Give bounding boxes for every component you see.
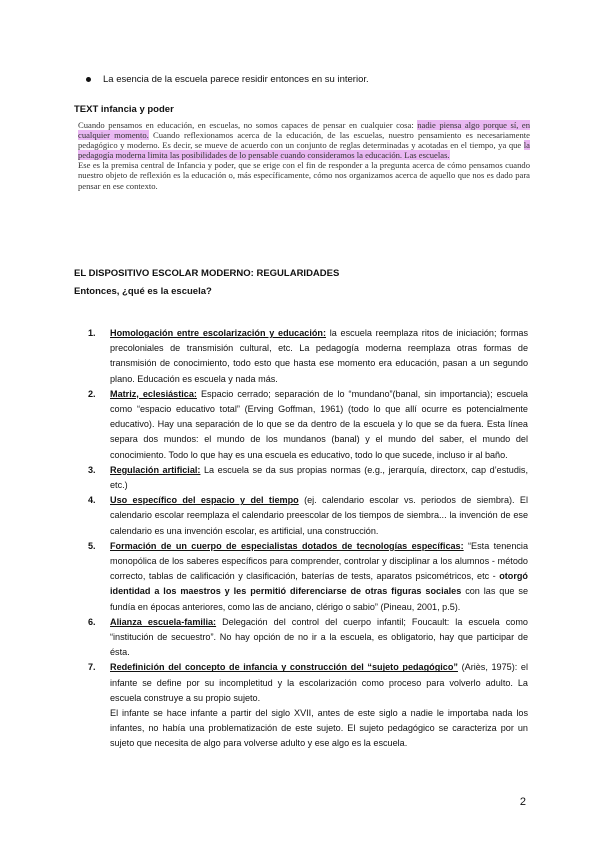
scan-paragraph-1: Cuando pensamos en educación, en escuelas, no somos capaces de pensar en cualquier cosa: nadie piensa algo porque sí, en cualquier momento. Cuando reflexionamos acerca de la educación, de las escuelas, nuestro pensamiento es necesariamente pedagógico y moderno. Es decir, se mueve de acuerdo con un conjunto de reglas determinadas y acotadas en el tiempo, ya que la pedagogía moderna limita las posibilidades de lo pensable cuando consideramos la educación. Las escuelas. xyxy=(78,120,530,161)
scanned-excerpt xyxy=(78,120,530,248)
list-item: 1. Homologación entre escolarización y educación: la escuela reemplaza ritos de iniciación; formas precoloniales de transmisión cultural, etc. La pedagogía moderna reemplaza otras formas de transmisión de conocimiento, todo esto que hasta ese momento era educación, pasan a un segundo plano. Educación es escuela y nada más. xyxy=(88,328,528,384)
list-item: 5. Formación de un cuerpo de especialistas dotados de tecnologías específicas: “Esta tenencia monopólica de los saberes específicos para comprender, controlar y disciplinar a los alumnos - método correcto, tablas de calificación y clasificación, baterías de tests, aparatos psicométricos, etc - otorgó identidad a los maestros y les permitió diferenciarse de otras figuras sociales con las que se fundía en épocas anteriores, como las de anciano, clérigo o sabio” (Pineau, 2001, p.5). xyxy=(88,540,528,612)
text-heading: TEXT infancia y poder xyxy=(74,104,174,115)
section-heading: EL DISPOSITIVO ESCOLAR MODERNO: REGULARIDADES xyxy=(74,268,340,279)
bullet-text: La esencia de la escuela parece residir entonces en su interior. xyxy=(103,74,369,85)
highlight-1: nadie piensa algo porque sí, en cualquier momento. xyxy=(78,120,530,141)
highlight-2: la pedagogía moderna limita las posibilidades de lo pensable cuando consideramos la educación. Las escuelas. xyxy=(78,140,530,161)
list-item: 6. Alianza escuela-familia: Delegación del control del cuerpo infantil; Foucault: la escuela como “institución de secuestro”. No hay opción de no ir a la escuela, es obligatorio, hay que participar de ésta. xyxy=(88,616,528,658)
list-item: 7. Redefinición del concepto de infancia y construcción del “sujeto pedagógico” (Ariès, 1975): el infante se define por su incompletitud y la escolarización como proceso para volverlo adulto. La escuela construye a su propio sujeto. El infante se hace infante a partir del siglo XVII, antes de este siglo a nadie le importaba nada los infantes, no había una problematización de este sujeto. El sujeto pedagógico se caracteriza por un sujeto que necesita de algo para volverse adulto y ese algo es la escuela. xyxy=(88,662,528,749)
question-heading: Entonces, ¿qué es la escuela? xyxy=(74,286,212,297)
regularities-list xyxy=(88,326,528,752)
list-item: 2. Matriz, eclesiástica: Espacio cerrado; separación de lo “mundano”(banal, sin importancia); escuela como “espacio educativo total” (Erving Goffman, 1961) (todo lo que allí ocurre es potencialmente educativo). Hay una separación de lo que se da dentro de la escuela y lo que se da fuera. Esta línea separa dos mundos: el mundo de los mundanos (banal) y el mundo del saber, el mundo del conocimiento. Todo lo que hay es una escuela es educativo, todo lo que sucede, incluso ir al baño. xyxy=(88,388,528,460)
list-item: 4. Uso específico del espacio y del tiempo (ej. calendario escolar vs. periodos de siembra). El calendario escolar reemplaza el calendario preescolar de los tiempos de siembra... la invención de ese calendario es una invención escolar, es artificial, una construcción. xyxy=(88,495,528,536)
bullet-dot-icon xyxy=(86,77,91,82)
list-item: 3. Regulación artificial: La escuela se da sus propias normas (e.g., jerarquía, directorx, cap d’estudis, etc.) xyxy=(88,464,528,491)
bullet-item xyxy=(86,74,369,85)
scan-paragraph-2: Ese es la premisa central de Infancia y poder, que se erige con el fin de responder a la pregunta acerca de cómo pensamos cuando nuestro objeto de reflexión es la educación o, más específicamente, cómo nos organizamos acerca de aquello que nos es dado para pensar en ese contexto. xyxy=(78,160,530,191)
page-number: 2 xyxy=(519,796,526,808)
